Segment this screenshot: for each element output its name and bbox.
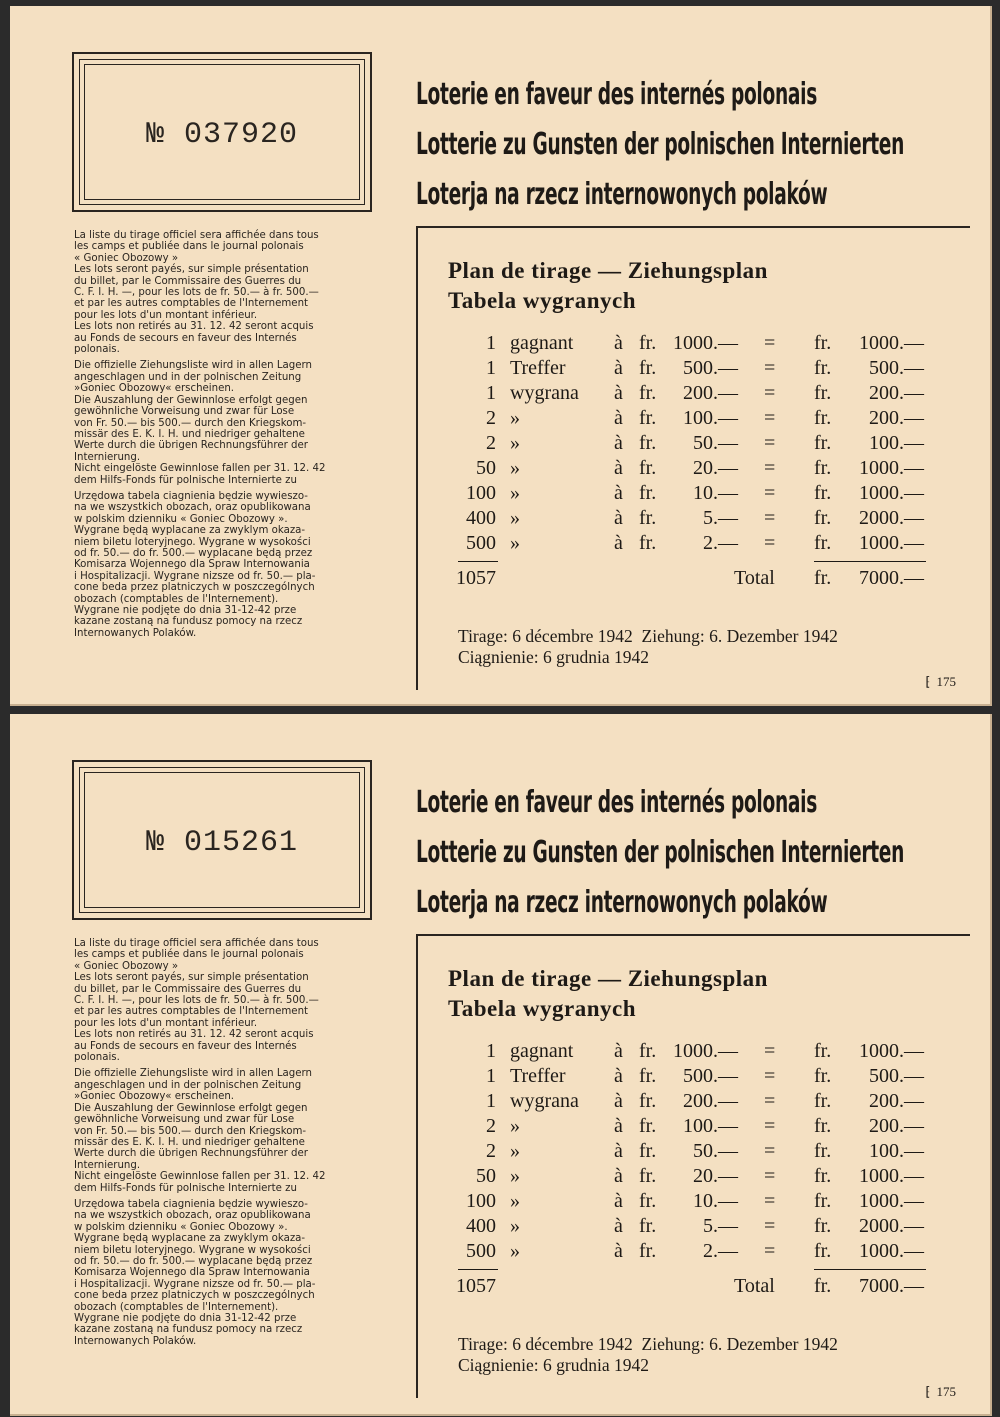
prize-total-currency: fr. xyxy=(814,482,832,504)
prize-currency: fr. xyxy=(639,1140,657,1162)
prize-label: wygrana xyxy=(510,1090,579,1112)
prize-currency: fr. xyxy=(639,357,657,379)
rules-german: Die offizielle Ziehungsliste wird in allen Lagern angeschlagen und in der polnischen Zeitung »Goniec Obozowy« erscheinen. Die Auszahlung der Gewinnlose erfolgt gegen gewöhnliche Vorweisung und zwar für Lose von Fr. 50.— bis 500.— durch den Kriegskom- missär des E. K. I. H. und niedriger gehaltene Werte durch die übrigen Rechnungsführer der Internierung. Nicht eingelöste Gewinnlose fallen per 31. 12. 42 dem Hilfs-Fonds für polnische Internierte zu xyxy=(74,1068,326,1194)
prize-total: 100.— xyxy=(869,432,924,454)
prize-total-currency: fr. xyxy=(814,532,832,554)
plan-title: Plan de tirage — Ziehungsplan xyxy=(448,966,768,991)
prize-row xyxy=(448,1090,948,1115)
prize-label: » xyxy=(510,507,520,529)
prize-row xyxy=(448,1040,948,1065)
prize-total: 200.— xyxy=(869,382,924,404)
prize-label: » xyxy=(510,1215,520,1237)
prize-total: 1000.— xyxy=(859,1240,924,1262)
prize-total-currency: fr. xyxy=(814,1240,832,1262)
prize-plan xyxy=(416,934,970,1398)
total-value: 7000.— xyxy=(859,567,924,589)
lottery-titles xyxy=(416,70,976,220)
prize-total: 200.— xyxy=(869,1090,924,1112)
prize-label: » xyxy=(510,482,520,504)
prize-total-currency: fr. xyxy=(814,1115,832,1137)
prize-currency: fr. xyxy=(639,382,657,404)
prize-amount: 2.— xyxy=(703,532,738,554)
total-label: Total xyxy=(734,1275,775,1297)
count-rule xyxy=(458,561,498,562)
prize-label: » xyxy=(510,1190,520,1212)
total-currency: fr. xyxy=(814,1275,832,1297)
prize-count: 50 xyxy=(476,457,496,479)
prize-total: 100.— xyxy=(869,1140,924,1162)
prize-total-currency: fr. xyxy=(814,1215,832,1237)
draw-date-line-1: Tirage: 6 décembre 1942 Ziehung: 6. Dezember 1942 xyxy=(458,1334,838,1354)
printer-mark xyxy=(925,674,956,690)
prize-total: 500.— xyxy=(869,1065,924,1087)
prize-count: 1 xyxy=(486,1065,496,1087)
prize-row xyxy=(448,1215,948,1240)
draw-date xyxy=(458,1334,838,1376)
prize-amount: 1000.— xyxy=(673,332,738,354)
print-number: 175 xyxy=(936,674,956,689)
printer-mark xyxy=(925,1384,956,1400)
number-prefix: № xyxy=(145,826,165,860)
rules-text xyxy=(74,938,384,1352)
prize-total: 500.— xyxy=(869,357,924,379)
prize-total-currency: fr. xyxy=(814,507,832,529)
total-value: 7000.— xyxy=(859,1275,924,1297)
prize-row xyxy=(448,357,948,382)
prize-total-currency: fr. xyxy=(814,457,832,479)
prize-at: à xyxy=(614,407,623,429)
title-french: Loterie en faveur des internés polonais xyxy=(416,77,817,112)
prize-row xyxy=(448,332,948,357)
prize-currency: fr. xyxy=(639,507,657,529)
prize-label: » xyxy=(510,1240,520,1262)
prize-count: 500 xyxy=(466,1240,496,1262)
prize-currency: fr. xyxy=(639,1090,657,1112)
prize-total-currency: fr. xyxy=(814,1190,832,1212)
prize-total-currency: fr. xyxy=(814,332,832,354)
ticket-number xyxy=(74,826,370,860)
prize-amount: 50.— xyxy=(693,1140,738,1162)
prize-label: gagnant xyxy=(510,1040,574,1062)
prize-label: » xyxy=(510,532,520,554)
prize-total-currency: fr. xyxy=(814,1040,832,1062)
prize-total-currency: fr. xyxy=(814,432,832,454)
prize-count: 1 xyxy=(486,1040,496,1062)
prize-at: à xyxy=(614,507,623,529)
ticket-number xyxy=(74,118,370,152)
prize-row xyxy=(448,482,948,507)
title-german: Lotterie zu Gunsten der polnischen Internierten xyxy=(416,835,905,870)
prize-label: gagnant xyxy=(510,332,574,354)
prize-total: 1000.— xyxy=(859,1190,924,1212)
prize-currency: fr. xyxy=(639,1040,657,1062)
total-currency: fr. xyxy=(814,567,832,589)
prize-row xyxy=(448,1240,948,1265)
prize-at: à xyxy=(614,382,623,404)
prize-equals: = xyxy=(764,332,776,354)
prize-at: à xyxy=(614,1040,623,1062)
printer-icon: ⁅ xyxy=(925,674,931,689)
prize-amount: 50.— xyxy=(693,432,738,454)
ticket-number-box xyxy=(72,52,372,212)
prize-label: » xyxy=(510,1140,520,1162)
prize-count: 2 xyxy=(486,407,496,429)
prize-row xyxy=(448,432,948,457)
prize-row xyxy=(448,457,948,482)
prize-currency: fr. xyxy=(639,1240,657,1262)
total-count: 1057 xyxy=(456,567,496,589)
prize-amount: 5.— xyxy=(703,1215,738,1237)
prize-equals: = xyxy=(764,432,776,454)
prize-table xyxy=(448,332,948,593)
prize-total-row xyxy=(448,1269,948,1301)
prize-at: à xyxy=(614,532,623,554)
rules-french: La liste du tirage officiel sera affichée dans tous les camps et publiée dans le journal polonais « Goniec Obozowy » Les lots seront payés, sur simple présentation du billet, par le Commissaire des Guerres du C. F. I. H. —, pour les lots de fr. 50.— à fr. 500.— et par les autres comptables de l'Internement pour les lots d'un montant inférieur. Les lots non retirés au 31. 12. 42 seront acquis au Fonds de secours en faveur des Internés polonais. xyxy=(74,230,319,356)
rules-polish: Urzędowa tabela ciagnienia będzie wywieszo- na we wszystkich obozach, oraz opublikowana w polskim dzienniku « Goniec Obozowy ». Wygrane będą wyplacane za zwyklym okaza- niem biletu loteryjnego. Wygrane w wysokości od fr. 50.— do fr. 500.— wyplacane będą przez Komisarza Wojennego dla Spraw Internowania i Hospitalizacji. Wygrane nizsze od fr. 50.— pla- cone beda przez platniczych w poszczególnych obozach (comptables de l'Internement). Wygrane nie podjęte do dnia 31-12-42 prze kazane zostaną na fundusz pomocy na rzecz Internowanych Polaków. xyxy=(74,1198,316,1347)
prize-amount: 500.— xyxy=(683,357,738,379)
prize-currency: fr. xyxy=(639,1115,657,1137)
prize-equals: = xyxy=(764,382,776,404)
prize-amount: 20.— xyxy=(693,1165,738,1187)
prize-count: 100 xyxy=(466,1190,496,1212)
prize-at: à xyxy=(614,1190,623,1212)
draw-date-line-1: Tirage: 6 décembre 1942 Ziehung: 6. Dezember 1942 xyxy=(458,626,838,646)
prize-currency: fr. xyxy=(639,457,657,479)
printer-icon: ⁅ xyxy=(925,1384,931,1399)
prize-currency: fr. xyxy=(639,332,657,354)
prize-label: » xyxy=(510,407,520,429)
prize-currency: fr. xyxy=(639,1215,657,1237)
prize-total-currency: fr. xyxy=(814,1165,832,1187)
prize-count: 2 xyxy=(486,1115,496,1137)
prize-equals: = xyxy=(764,1115,776,1137)
prize-row xyxy=(448,507,948,532)
prize-row xyxy=(448,1165,948,1190)
prize-table xyxy=(448,1040,948,1301)
prize-currency: fr. xyxy=(639,482,657,504)
prize-equals: = xyxy=(764,1065,776,1087)
prize-total: 200.— xyxy=(869,407,924,429)
prize-label: wygrana xyxy=(510,382,579,404)
prize-amount: 100.— xyxy=(683,1115,738,1137)
prize-at: à xyxy=(614,1240,623,1262)
prize-count: 1 xyxy=(486,332,496,354)
ticket-number-value: 015261 xyxy=(184,826,299,860)
prize-at: à xyxy=(614,432,623,454)
prize-amount: 10.— xyxy=(693,1190,738,1212)
prize-total: 1000.— xyxy=(859,332,924,354)
prize-amount: 200.— xyxy=(683,382,738,404)
lottery-ticket-2 xyxy=(10,714,992,1416)
prize-at: à xyxy=(614,457,623,479)
title-polish: Loterja na rzecz internowonych polaków xyxy=(416,885,828,920)
prize-equals: = xyxy=(764,1165,776,1187)
prize-total: 1000.— xyxy=(859,532,924,554)
prize-at: à xyxy=(614,1090,623,1112)
prize-total: 1000.— xyxy=(859,1165,924,1187)
lottery-ticket-1 xyxy=(10,6,992,706)
lottery-titles xyxy=(416,778,976,928)
prize-total: 200.— xyxy=(869,1115,924,1137)
prize-amount: 5.— xyxy=(703,507,738,529)
plan-title: Plan de tirage — Ziehungsplan xyxy=(448,258,768,283)
print-number: 175 xyxy=(936,1384,956,1399)
prize-equals: = xyxy=(764,1040,776,1062)
total-rule xyxy=(814,1269,926,1270)
prize-equals: = xyxy=(764,1215,776,1237)
prize-amount: 2.— xyxy=(703,1240,738,1262)
prize-total-currency: fr. xyxy=(814,1140,832,1162)
prize-label: » xyxy=(510,1165,520,1187)
prize-currency: fr. xyxy=(639,1065,657,1087)
draw-date-line-2: Ciągnienie: 6 grudnia 1942 xyxy=(458,647,650,667)
title-polish: Loterja na rzecz internowonych polaków xyxy=(416,177,828,212)
prize-equals: = xyxy=(764,457,776,479)
prize-row xyxy=(448,1115,948,1140)
prize-row xyxy=(448,382,948,407)
prize-count: 500 xyxy=(466,532,496,554)
rules-text xyxy=(74,230,384,644)
prize-total-currency: fr. xyxy=(814,382,832,404)
prize-equals: = xyxy=(764,1090,776,1112)
prize-row xyxy=(448,1190,948,1215)
prize-equals: = xyxy=(764,482,776,504)
prize-plan xyxy=(416,226,970,690)
prize-total-currency: fr. xyxy=(814,357,832,379)
prize-amount: 10.— xyxy=(693,482,738,504)
prize-equals: = xyxy=(764,532,776,554)
prize-equals: = xyxy=(764,1240,776,1262)
prize-equals: = xyxy=(764,507,776,529)
prize-amount: 100.— xyxy=(683,407,738,429)
prize-total-currency: fr. xyxy=(814,1065,832,1087)
prize-total: 1000.— xyxy=(859,1040,924,1062)
ticket-number-box xyxy=(72,760,372,920)
prize-label: Treffer xyxy=(510,1065,566,1087)
title-french: Loterie en faveur des internés polonais xyxy=(416,785,817,820)
prize-currency: fr. xyxy=(639,407,657,429)
ticket-number-value: 037920 xyxy=(184,118,299,152)
prize-equals: = xyxy=(764,357,776,379)
prize-at: à xyxy=(614,1065,623,1087)
draw-date-line-2: Ciągnienie: 6 grudnia 1942 xyxy=(458,1355,650,1375)
prize-count: 2 xyxy=(486,432,496,454)
prize-at: à xyxy=(614,1140,623,1162)
prize-currency: fr. xyxy=(639,1190,657,1212)
prize-total: 2000.— xyxy=(859,1215,924,1237)
plan-subtitle: Tabela wygranych xyxy=(448,996,636,1021)
plan-subtitle: Tabela wygranych xyxy=(448,288,636,313)
prize-at: à xyxy=(614,1215,623,1237)
prize-row xyxy=(448,1065,948,1090)
prize-currency: fr. xyxy=(639,1165,657,1187)
prize-currency: fr. xyxy=(639,532,657,554)
prize-label: » xyxy=(510,1115,520,1137)
prize-total: 1000.— xyxy=(859,457,924,479)
prize-equals: = xyxy=(764,1190,776,1212)
rules-polish: Urzędowa tabela ciagnienia będzie wywieszo- na we wszystkich obozach, oraz opublikowana w polskim dzienniku « Goniec Obozowy ». Wygrane będą wyplacane za zwyklym okaza- niem biletu loteryjnego. Wygrane w wysokości od fr. 50.— do fr. 500.— wyplacane będą przez Komisarza Wojennego dla Spraw Internowania i Hospitalizacji. Wygrane nizsze od fr. 50.— pla- cone beda przez platniczych w poszczególnych obozach (comptables de l'Internement). Wygrane nie podjęte do dnia 31-12-42 prze kazane zostaną na fundusz pomocy na rzecz Internowanych Polaków. xyxy=(74,490,316,639)
prize-at: à xyxy=(614,357,623,379)
prize-label: » xyxy=(510,457,520,479)
prize-at: à xyxy=(614,482,623,504)
total-label: Total xyxy=(734,567,775,589)
prize-row xyxy=(448,407,948,432)
prize-count: 50 xyxy=(476,1165,496,1187)
total-count: 1057 xyxy=(456,1275,496,1297)
prize-label: » xyxy=(510,432,520,454)
prize-currency: fr. xyxy=(639,432,657,454)
prize-total-row xyxy=(448,561,948,593)
rules-german: Die offizielle Ziehungsliste wird in allen Lagern angeschlagen und in der polnischen Zeitung »Goniec Obozowy« erscheinen. Die Auszahlung der Gewinnlose erfolgt gegen gewöhnliche Vorweisung und zwar für Lose von Fr. 50.— bis 500.— durch den Kriegskom- missär des E. K. I. H. und niedriger gehaltene Werte durch die übrigen Rechnungsführer der Internierung. Nicht eingelöste Gewinnlose fallen per 31. 12. 42 dem Hilfs-Fonds für polnische Internierte zu xyxy=(74,360,326,486)
prize-total-currency: fr. xyxy=(814,407,832,429)
prize-equals: = xyxy=(764,407,776,429)
prize-count: 400 xyxy=(466,1215,496,1237)
total-rule xyxy=(814,561,926,562)
prize-total: 1000.— xyxy=(859,482,924,504)
prize-amount: 1000.— xyxy=(673,1040,738,1062)
prize-at: à xyxy=(614,332,623,354)
prize-count: 1 xyxy=(486,1090,496,1112)
prize-count: 2 xyxy=(486,1140,496,1162)
rules-french: La liste du tirage officiel sera affichée dans tous les camps et publiée dans le journal polonais « Goniec Obozowy » Les lots seront payés, sur simple présentation du billet, par le Commissaire des Guerres du C. F. I. H. —, pour les lots de fr. 50.— à fr. 500.— et par les autres comptables de l'Internement pour les lots d'un montant inférieur. Les lots non retirés au 31. 12. 42 seront acquis au Fonds de secours en faveur des Internés polonais. xyxy=(74,938,319,1064)
prize-equals: = xyxy=(764,1140,776,1162)
prize-count: 1 xyxy=(486,357,496,379)
prize-count: 400 xyxy=(466,507,496,529)
number-prefix: № xyxy=(145,118,165,152)
prize-amount: 200.— xyxy=(683,1090,738,1112)
prize-label: Treffer xyxy=(510,357,566,379)
prize-at: à xyxy=(614,1165,623,1187)
prize-row xyxy=(448,1140,948,1165)
prize-count: 1 xyxy=(486,382,496,404)
prize-row xyxy=(448,532,948,557)
prize-count: 100 xyxy=(466,482,496,504)
prize-total: 2000.— xyxy=(859,507,924,529)
count-rule xyxy=(458,1269,498,1270)
prize-amount: 20.— xyxy=(693,457,738,479)
prize-total-currency: fr. xyxy=(814,1090,832,1112)
prize-at: à xyxy=(614,1115,623,1137)
prize-amount: 500.— xyxy=(683,1065,738,1087)
title-german: Lotterie zu Gunsten der polnischen Internierten xyxy=(416,127,905,162)
draw-date xyxy=(458,626,838,668)
